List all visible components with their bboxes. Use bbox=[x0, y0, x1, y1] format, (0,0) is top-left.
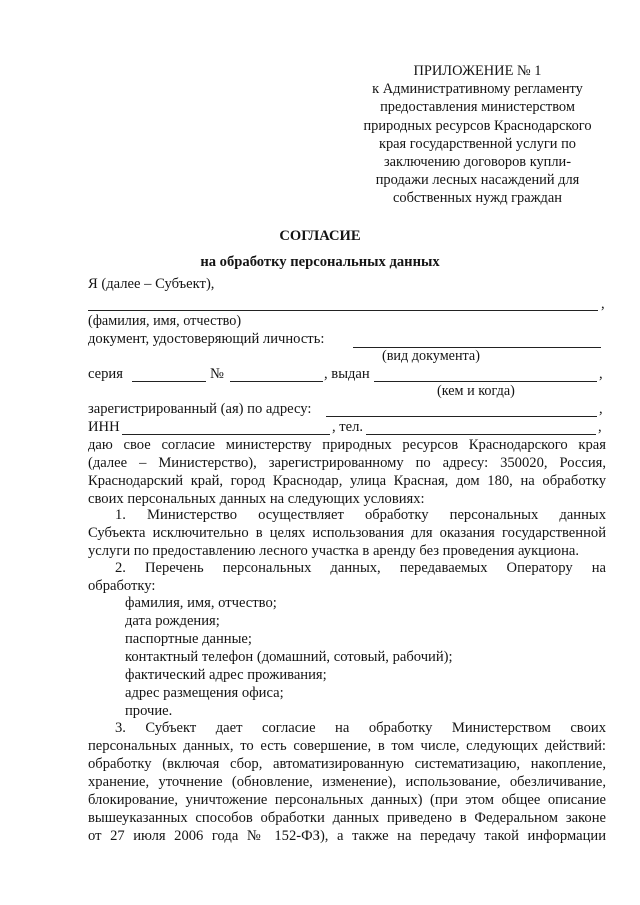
document-caption: (вид документа) bbox=[382, 348, 480, 364]
inn-label: ИНН bbox=[88, 419, 120, 435]
annex-line: собственных нужд граждан bbox=[393, 190, 562, 207]
list-item: фамилия, имя, отчество; bbox=[125, 595, 277, 611]
list-item: контактный телефон (домашний, сотовый, рабочий); bbox=[125, 649, 453, 665]
p3-line: от 27 июля 2006 года № 152-ФЗ), а также на передачу такой информации bbox=[88, 828, 606, 844]
p3-line: блокирование, уничтожение персональных данных) (при этом общее описание bbox=[88, 792, 606, 808]
annex-header bbox=[345, 62, 610, 208]
p3-line: вышеуказанных способов обработки данных приведено в Федеральном законе bbox=[88, 810, 606, 826]
fio-comma: , bbox=[601, 296, 605, 312]
annex-line: ПРИЛОЖЕНИЕ № 1 bbox=[413, 63, 542, 79]
number-label: № bbox=[210, 366, 224, 382]
p2-line: обработку: bbox=[88, 578, 156, 594]
inn-field-line[interactable] bbox=[122, 434, 330, 435]
issued-field-line[interactable] bbox=[374, 381, 597, 382]
fio-field-line[interactable] bbox=[88, 310, 598, 311]
p3-line: 3. Субъект дает согласие на обработку Министерством своих bbox=[115, 720, 606, 736]
phone-field-line[interactable] bbox=[366, 434, 596, 435]
document-title: СОГЛАСИЕ bbox=[279, 228, 361, 244]
fio-caption: (фамилия, имя, отчество) bbox=[88, 313, 242, 329]
series-field-line[interactable] bbox=[132, 381, 206, 382]
p3-line: хранение, уточнение (обновление, изменение), использование, обезличивание, bbox=[88, 774, 606, 790]
intro-line: даю свое согласие министерству природных ресурсов Краснодарского края bbox=[88, 437, 606, 453]
p3-line: обработку (включая сбор, автоматизированную систематизацию, накопление, bbox=[88, 756, 606, 772]
list-item: адрес размещения офиса; bbox=[125, 685, 284, 701]
annex-line: природных ресурсов Краснодарского bbox=[363, 117, 592, 134]
issued-label: , выдан bbox=[324, 366, 370, 382]
intro-line: Краснодарский край, город Краснодар, улица Красная, дом 180, на обработку bbox=[88, 473, 606, 489]
p1-line: Субъекта исключительно в целях использования для оказания государственной bbox=[88, 525, 606, 541]
number-field-line[interactable] bbox=[230, 381, 323, 382]
intro-line: (далее – Министерство), зарегистрированному по адресу: 350020, Россия, bbox=[88, 455, 606, 471]
list-item: фактический адрес проживания; bbox=[125, 667, 327, 683]
phone-label: , тел. bbox=[332, 419, 364, 435]
issued-comma: , bbox=[599, 366, 603, 382]
p1-line: 1. Министерство осуществляет обработку персональных данных bbox=[115, 507, 606, 523]
list-item: прочие. bbox=[125, 703, 173, 719]
annex-line: заключению договоров купли- bbox=[383, 154, 572, 171]
intro-line: своих персональных данных на следующих условиях: bbox=[88, 491, 425, 507]
series-label: серия bbox=[88, 366, 123, 382]
document-label: документ, удостоверяющий личность: bbox=[88, 331, 325, 347]
address-comma: , bbox=[599, 401, 603, 417]
list-item: паспортные данные; bbox=[125, 631, 252, 647]
subject-label: Я (далее – Субъект), bbox=[88, 276, 215, 292]
p3-line: персональных данных, то есть совершение, в том числе, следующих действий: bbox=[88, 738, 606, 754]
phone-comma: , bbox=[598, 419, 602, 435]
annex-line: продажи лесных насаждений для bbox=[375, 172, 580, 189]
address-label: зарегистрированный (ая) по адресу: bbox=[88, 401, 312, 417]
issued-caption: (кем и когда) bbox=[437, 383, 515, 399]
annex-line: к Административному регламенту bbox=[372, 81, 583, 98]
annex-line: края государственной услуги по bbox=[378, 135, 576, 152]
document-subtitle: на обработку персональных данных bbox=[200, 254, 440, 270]
address-field-line[interactable] bbox=[326, 416, 597, 417]
p1-line: услуги по предоставлению лесного участка в аренду без проведения аукциона. bbox=[88, 543, 580, 559]
annex-line: предоставления министерством bbox=[380, 99, 575, 116]
list-item: дата рождения; bbox=[125, 613, 220, 629]
p2-line: 2. Перечень персональных данных, передаваемых Оператору на bbox=[115, 560, 606, 576]
